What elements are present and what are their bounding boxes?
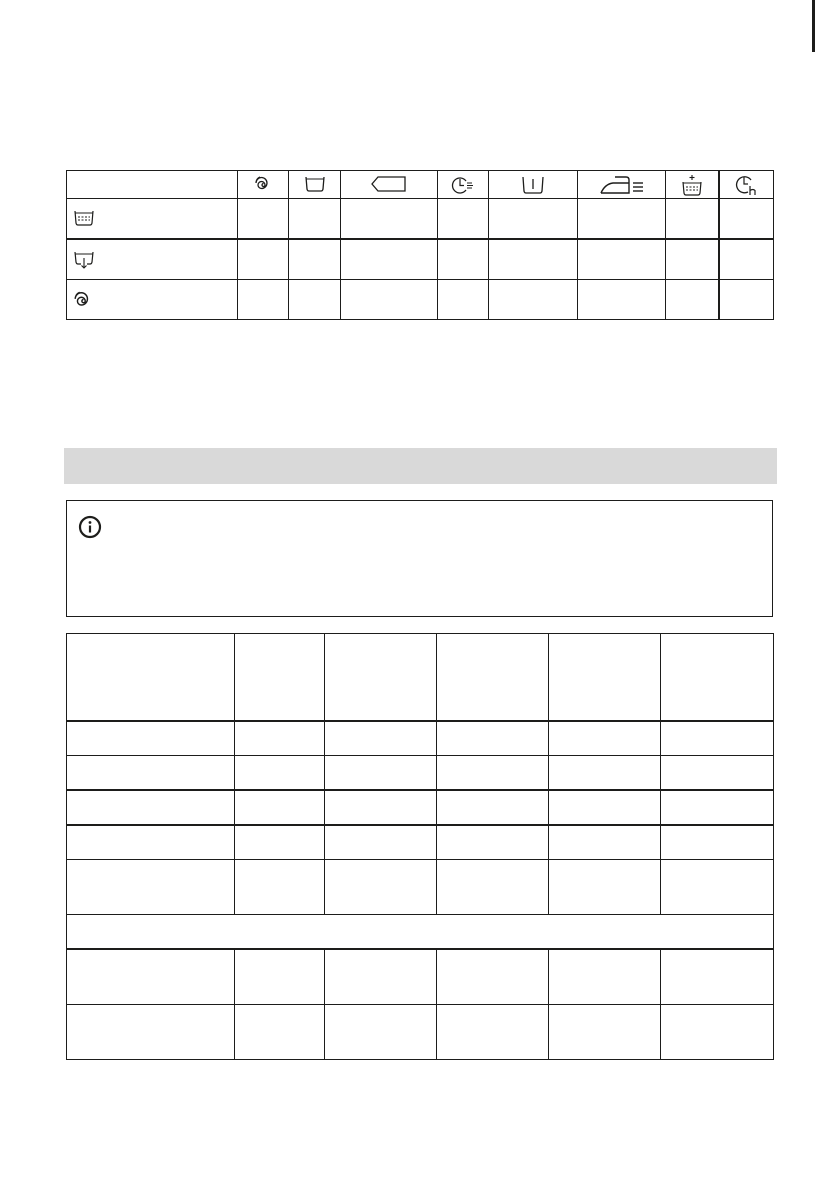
table-cell <box>341 199 438 240</box>
table-cell <box>235 949 325 1005</box>
quick-timer-icon <box>451 175 475 195</box>
section-heading-bar <box>64 448 777 484</box>
table-cell <box>661 756 774 791</box>
table-cell <box>437 825 549 860</box>
table-cell <box>489 280 578 320</box>
table-cell <box>437 790 549 825</box>
header-cell <box>549 634 661 722</box>
spanning-cell <box>67 915 774 950</box>
table-cell <box>325 756 437 791</box>
table-cell <box>437 721 549 756</box>
table-cell <box>325 825 437 860</box>
table-header-row <box>67 171 774 199</box>
table-cell <box>661 860 774 915</box>
table-cell <box>661 721 774 756</box>
table-cell <box>549 825 661 860</box>
header-cell <box>238 171 289 199</box>
table-cell <box>661 1005 774 1060</box>
table-row <box>67 949 774 1005</box>
iron-steam-icon <box>599 175 645 195</box>
table-cell <box>578 280 666 320</box>
page-edge-line <box>812 0 815 52</box>
table-cell <box>325 721 437 756</box>
table-cell <box>437 1005 549 1060</box>
header-cell <box>235 634 325 722</box>
table-cell <box>289 280 341 320</box>
header-cell <box>578 171 666 199</box>
table-cell <box>437 860 549 915</box>
table-cell <box>719 280 774 320</box>
header-cell <box>666 171 719 199</box>
data-table <box>66 633 774 1060</box>
spin-icon <box>73 290 93 310</box>
table-cell <box>438 280 489 320</box>
table-cell <box>661 825 774 860</box>
table-cell <box>578 239 666 280</box>
table-cell <box>325 790 437 825</box>
header-cell <box>437 634 549 722</box>
half-tub-icon <box>520 175 546 195</box>
table-cell <box>341 280 438 320</box>
table-cell <box>719 239 774 280</box>
table-cell <box>666 199 719 240</box>
table-cell <box>67 756 235 791</box>
header-cell <box>719 171 774 199</box>
table-cell <box>67 721 235 756</box>
table-cell <box>341 239 438 280</box>
table-row <box>67 756 774 791</box>
table-row <box>67 790 774 825</box>
table-row <box>67 239 774 280</box>
table-cell <box>67 949 235 1005</box>
table-row <box>67 825 774 860</box>
table-cell <box>235 860 325 915</box>
row-header-cell <box>67 199 238 240</box>
table-cell <box>67 825 235 860</box>
header-empty-cell <box>67 171 238 199</box>
table-cell <box>438 239 489 280</box>
header-cell <box>325 634 437 722</box>
table-cell <box>67 790 235 825</box>
prewash-plus-icon <box>680 174 704 196</box>
table-cell <box>235 721 325 756</box>
table-cell <box>238 199 289 240</box>
wash-tub-icon <box>73 209 95 227</box>
program-options-table <box>66 170 774 320</box>
table-cell <box>325 949 437 1005</box>
table-cell <box>235 790 325 825</box>
table-cell <box>325 1005 437 1060</box>
table-cell <box>549 1005 661 1060</box>
info-note-box <box>66 500 773 617</box>
spin-icon <box>254 175 272 193</box>
table-row <box>67 280 774 320</box>
header-cell <box>438 171 489 199</box>
tub-icon <box>303 175 327 193</box>
table-row <box>67 1005 774 1060</box>
label-tag-icon <box>371 175 407 193</box>
delay-timer-h-icon <box>734 173 758 197</box>
table-cell <box>235 825 325 860</box>
table-cell <box>238 239 289 280</box>
table-header-row <box>67 634 774 722</box>
table-row <box>67 199 774 240</box>
header-cell <box>489 171 578 199</box>
table-cell <box>549 790 661 825</box>
table-cell <box>325 860 437 915</box>
table-cell <box>437 949 549 1005</box>
table-cell <box>67 860 235 915</box>
header-cell <box>661 634 774 722</box>
table-cell <box>661 790 774 825</box>
table-cell <box>666 280 719 320</box>
table-cell <box>289 199 341 240</box>
table-cell <box>661 949 774 1005</box>
header-cell <box>67 634 235 722</box>
table-cell <box>549 860 661 915</box>
table-cell <box>438 199 489 240</box>
table-cell <box>549 721 661 756</box>
row-header-cell <box>67 239 238 280</box>
table-cell <box>549 756 661 791</box>
info-icon <box>78 515 102 539</box>
table-cell <box>489 199 578 240</box>
table-cell <box>437 756 549 791</box>
table-cell <box>549 949 661 1005</box>
table-cell <box>238 280 289 320</box>
header-cell <box>289 171 341 199</box>
table-spanning-row <box>67 915 774 950</box>
table-cell <box>489 239 578 280</box>
drain-icon <box>73 250 95 270</box>
table-cell <box>67 1005 235 1060</box>
row-header-cell <box>67 280 238 320</box>
header-cell <box>341 171 438 199</box>
table-cell <box>289 239 341 280</box>
table-cell <box>235 756 325 791</box>
table-row <box>67 860 774 915</box>
table-cell <box>235 1005 325 1060</box>
table-row <box>67 721 774 756</box>
table-cell <box>578 199 666 240</box>
table-cell <box>719 199 774 240</box>
table-cell <box>666 239 719 280</box>
